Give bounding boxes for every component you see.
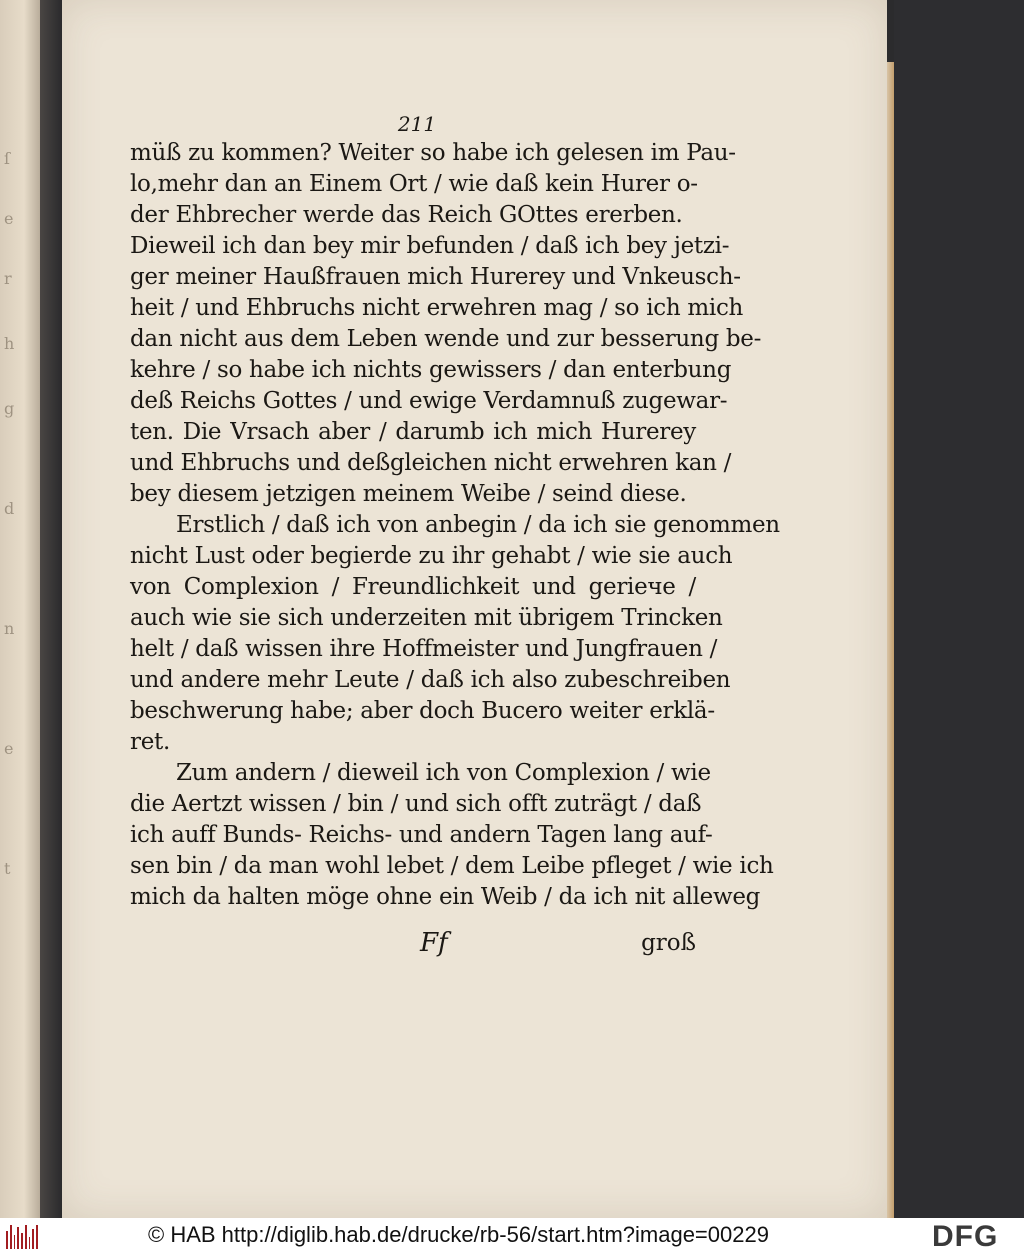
text-line: Erstlich / daß ich von anbegin / da ich sie genommen xyxy=(176,512,780,538)
page-number: 211 xyxy=(397,112,437,136)
facing-page-ghost-text: e xyxy=(4,739,14,758)
text-line: ger meiner Haußfrauen mich Hurerey und Vnkeusch- xyxy=(130,264,741,290)
text-line: der Ehbrecher werde das Reich GOttes ererben. xyxy=(130,202,683,228)
text-line: müß zu kommen? Weiter so habe ich gelesen im Pau- xyxy=(130,140,736,166)
text-line: ich auff Bunds- Reichs- und andern Tagen lang auf- xyxy=(130,822,713,848)
text-line: Dieweil ich dan bey mir befunden / daß ich bey jetzi- xyxy=(130,233,730,259)
facing-page-ghost-text: t xyxy=(4,859,11,878)
signature-mark: Ff xyxy=(420,928,448,958)
book-gutter xyxy=(40,0,62,1218)
text-line: und Ehbruchs und deßgleichen nicht erwehren kan / xyxy=(130,450,732,476)
facing-page-ghost-text: e xyxy=(4,209,14,228)
text-line: ret. xyxy=(130,729,170,755)
text-line: nicht Lust oder begierde zu ihr gehabt / wie sie auch xyxy=(130,543,733,569)
text-line: ten. Die Vrsach aber / darumb ich mich Hurerey xyxy=(130,419,696,445)
text-line: heit / und Ehbruchs nicht erwehren mag / so ich mich xyxy=(130,295,744,321)
credit-link[interactable]: © HAB http://diglib.hab.de/drucke/rb-56/start.htm?image=00229 xyxy=(148,1222,769,1247)
page-footer xyxy=(130,928,696,964)
text-line: bey diesem jetzigen meinem Weibe / seind diese. xyxy=(130,481,687,507)
facing-page-ghost-text: g xyxy=(4,399,15,418)
credit-bar xyxy=(0,1218,1024,1254)
text-line: kehre / so habe ich nichts gewissers / dan enterbung xyxy=(130,357,732,383)
text-line: die Aertzt wissen / bin / und sich offt zuträgt / daß xyxy=(130,791,702,817)
text-line: und andere mehr Leute / daß ich also zubeschreiben xyxy=(130,667,731,693)
text-line: lo,mehr dan an Einem Ort / wie daß kein Hurer o- xyxy=(130,171,698,197)
scan-background-right xyxy=(894,0,1024,1218)
facing-page-ghost-text: n xyxy=(4,619,15,638)
catchword: groß xyxy=(641,930,696,956)
book-page xyxy=(62,0,887,1218)
text-line: beschwerung habe; aber doch Bucero weiter erklä- xyxy=(130,698,715,724)
text-line: auch wie sie sich underzeiten mit übrigem Trincken xyxy=(130,605,723,631)
hab-logo-icon xyxy=(6,1223,38,1249)
facing-page-ghost-text: r xyxy=(4,269,12,288)
facing-page-ghost-text: d xyxy=(4,499,15,518)
text-line: dan nicht aus dem Leben wende und zur besserung be- xyxy=(130,326,762,352)
text-line: von Complexion / Freundlichkeit und geriече / xyxy=(130,574,696,600)
text-line: helt / daß wissen ihre Hoffmeister und Jungfrauen / xyxy=(130,636,718,662)
text-line: mich da halten möge ohne ein Weib / da ich nit alleweg xyxy=(130,884,761,910)
text-line: Zum andern / dieweil ich von Complexion / wie xyxy=(176,760,711,786)
facing-page-ghost-text: h xyxy=(4,334,15,353)
page-edge-shadow xyxy=(887,62,894,1218)
facing-page-edge xyxy=(0,0,40,1218)
page-text xyxy=(130,138,780,913)
text-line: sen bin / da man wohl lebet / dem Leibe pfleget / wie ich xyxy=(130,853,774,879)
text-line: deß Reichs Gottes / und ewige Verdamnuß zugewar- xyxy=(130,388,728,414)
facing-page-ghost-text: ſ xyxy=(4,149,10,168)
dfg-logo: DFG xyxy=(932,1220,999,1253)
